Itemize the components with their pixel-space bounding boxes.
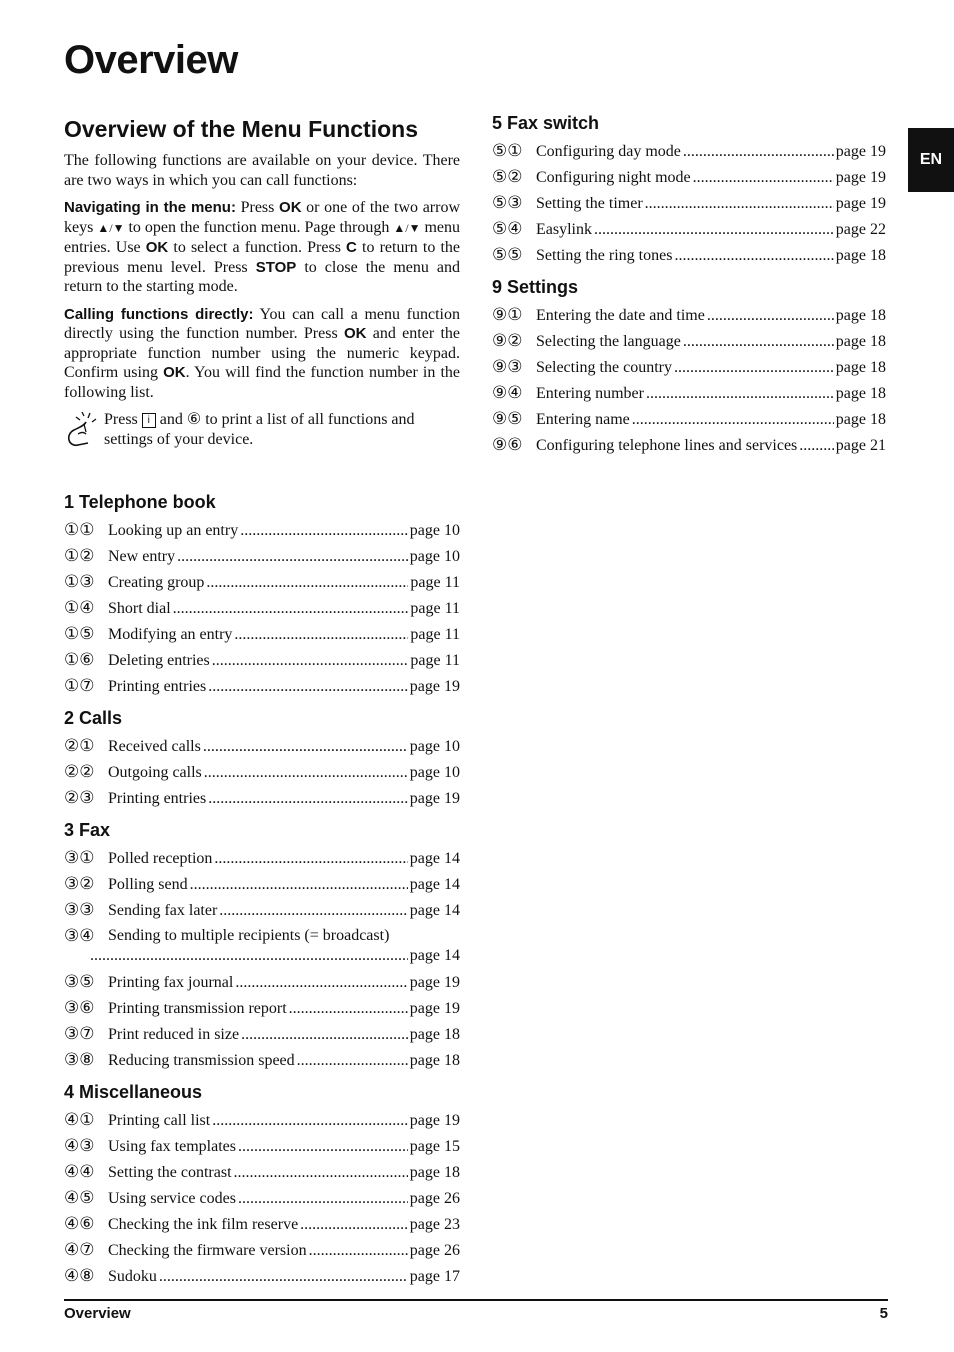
function-label: Checking the firmware version	[108, 1242, 307, 1259]
menu-entry	[64, 647, 460, 673]
tip-text	[104, 410, 460, 453]
page-reference: page 23	[409, 1216, 460, 1233]
leader-dots	[235, 970, 407, 996]
function-number: ①④	[64, 598, 95, 617]
function-number: ③⑤	[64, 972, 95, 991]
page-reference: page 15	[409, 1138, 460, 1155]
function-number: ④⑤	[64, 1188, 95, 1207]
function-label: Configuring night mode	[536, 169, 691, 186]
leader-dots	[206, 570, 408, 596]
function-number: ⑨①	[492, 305, 523, 324]
function-label: Printing fax journal	[108, 974, 234, 991]
page-reference: page 11	[410, 574, 460, 591]
page-reference: page 21	[835, 437, 886, 454]
language-tab: EN	[908, 128, 954, 192]
menu-entry	[492, 432, 886, 458]
function-label: Short dial	[108, 600, 171, 617]
page-reference: page 11	[410, 626, 460, 643]
function-label: Polling send	[108, 876, 188, 893]
menu-entry	[492, 406, 886, 432]
menu-entry	[64, 1185, 460, 1211]
page-reference: page 10	[409, 764, 460, 781]
navigation-lead: Navigating in the menu:	[64, 199, 236, 216]
function-label: Setting the timer	[536, 195, 643, 212]
page-reference: page 18	[835, 307, 886, 324]
page-reference: page 18	[835, 247, 886, 264]
text: to return to the previous menu level. Press	[64, 239, 460, 276]
leader-dots	[289, 996, 408, 1022]
menu-groups-right	[492, 112, 886, 458]
page-reference: page 11	[410, 652, 460, 669]
function-number: ③③	[64, 900, 95, 919]
leader-dots	[683, 139, 834, 165]
page-reference: page 18	[835, 385, 886, 402]
page-reference: page 19	[409, 1112, 460, 1129]
menu-entry	[64, 845, 460, 871]
leader-dots	[238, 1134, 408, 1160]
menu-group	[64, 707, 460, 811]
menu-group	[492, 276, 886, 458]
text: You can call a menu function directly using the function number. Press	[64, 305, 460, 342]
leader-dots	[219, 898, 408, 924]
menu-group	[64, 491, 460, 699]
function-label: Setting the contrast	[108, 1164, 232, 1181]
text: and enter the appropriate function number using the numeric keypad. Confirm using	[64, 325, 461, 381]
menu-entry	[64, 1133, 460, 1159]
page-reference: page 14	[409, 876, 460, 893]
page-reference: page 18	[835, 411, 886, 428]
leader-dots	[707, 303, 834, 329]
menu-entry	[64, 1237, 460, 1263]
c-key-label: C	[346, 239, 357, 256]
menu-entry	[64, 595, 460, 621]
page-reference: page 14	[409, 902, 460, 919]
leader-dots	[234, 622, 408, 648]
function-number: ①⑦	[64, 676, 95, 695]
function-number: ④①	[64, 1110, 95, 1129]
function-label: Sending fax later	[108, 902, 218, 919]
text: to select a function. Press	[168, 239, 347, 256]
function-label: Printing entries	[108, 790, 207, 807]
menu-entry	[64, 733, 460, 759]
menu-group-title: 2 Calls	[64, 708, 123, 728]
function-number: ①②	[64, 546, 95, 565]
leader-dots	[799, 433, 834, 459]
menu-group	[492, 112, 886, 268]
leader-dots	[646, 381, 834, 407]
page-reference: page 18	[409, 1164, 460, 1181]
direct-call-paragraph	[64, 305, 460, 403]
leader-dots	[214, 846, 407, 872]
left-column	[64, 112, 460, 1297]
menu-entry	[64, 1021, 460, 1047]
menu-entry	[64, 621, 460, 647]
function-number: ⑤⑤	[492, 245, 523, 264]
intro-paragraph: The following functions are available on your device. There are two ways in which you can call functions:	[64, 152, 460, 189]
menu-entry	[64, 673, 460, 699]
function-label: Reducing transmission speed	[108, 1052, 295, 1069]
leader-dots	[203, 734, 408, 760]
function-number: ⑨④	[492, 383, 523, 402]
function-label: Looking up an entry	[108, 522, 239, 539]
page-reference: page 10	[409, 548, 460, 565]
leader-dots	[241, 1022, 408, 1048]
leader-dots	[212, 1108, 408, 1134]
page-reference: page 14	[409, 947, 460, 964]
direct-call-lead: Calling functions directly:	[64, 305, 254, 323]
function-number: ③⑦	[64, 1024, 95, 1043]
page-number: 5	[879, 1305, 888, 1322]
menu-group-title: 1 Telephone book	[64, 492, 216, 512]
page-reference: page 19	[835, 195, 886, 212]
page-reference: page 18	[409, 1026, 460, 1043]
text: . You will find the function number in the following list.	[64, 364, 460, 401]
menu-entry	[492, 190, 886, 216]
function-number: ②③	[64, 788, 95, 807]
page-reference: page 18	[835, 359, 886, 376]
menu-group	[64, 819, 460, 1073]
leader-dots	[674, 243, 833, 269]
menu-entry	[492, 302, 886, 328]
menu-entry	[492, 242, 886, 268]
function-number: ⑤①	[492, 141, 523, 160]
key-number: ⑥	[186, 411, 202, 428]
function-label: Selecting the country	[536, 359, 672, 376]
text: to print a list of all functions and settings of your device.	[104, 411, 415, 448]
function-number: ⑤④	[492, 219, 523, 238]
leader-dots	[309, 1238, 408, 1264]
menu-entry	[64, 897, 460, 923]
function-number: ⑨②	[492, 331, 523, 350]
menu-entry	[492, 138, 886, 164]
function-number: ⑤③	[492, 193, 523, 212]
leader-dots	[240, 518, 408, 544]
footer-section-title: Overview	[64, 1305, 131, 1322]
function-number: ③④	[64, 926, 95, 945]
text: Press	[235, 199, 280, 216]
leader-dots	[190, 872, 408, 898]
menu-entry	[64, 1211, 460, 1237]
page-reference: page 19	[835, 143, 886, 160]
page-reference: page 19	[409, 678, 460, 695]
function-label: Entering number	[536, 385, 644, 402]
function-label: Received calls	[108, 738, 201, 755]
menu-entry	[492, 354, 886, 380]
menu-entry	[492, 216, 886, 242]
function-number: ③①	[64, 848, 95, 867]
page-reference: page 17	[409, 1268, 460, 1285]
function-label: Checking the ink film reserve	[108, 1216, 299, 1233]
menu-entry	[64, 569, 460, 595]
menu-entry	[64, 923, 460, 969]
leader-dots	[297, 1048, 408, 1074]
function-label: Printing call list	[108, 1112, 211, 1129]
page-reference: page 19	[835, 169, 886, 186]
function-number: ③②	[64, 874, 95, 893]
function-label: Sudoku	[108, 1268, 157, 1285]
page-reference: page 22	[835, 221, 886, 238]
text: to close the menu and return to the starting mode.	[64, 258, 461, 295]
function-label: Selecting the language	[536, 333, 681, 350]
function-label: Outgoing calls	[108, 764, 202, 781]
page-reference: page 18	[835, 333, 886, 350]
function-number: ②②	[64, 762, 95, 781]
menu-entry	[64, 1107, 460, 1133]
leader-dots	[594, 217, 834, 243]
leader-dots	[693, 165, 834, 191]
function-number: ⑤②	[492, 167, 523, 186]
navigation-paragraph	[64, 198, 460, 297]
right-column	[492, 112, 886, 466]
page-reference: page 10	[409, 522, 460, 539]
function-label: Printing entries	[108, 678, 207, 695]
menu-group-title: 4 Miscellaneous	[64, 1082, 203, 1102]
arrow-keys-icon: ▲/▼	[393, 220, 421, 235]
menu-entry	[64, 543, 460, 569]
menu-entry	[64, 1263, 460, 1289]
ok-key-label: OK	[279, 199, 302, 216]
leader-dots	[674, 355, 834, 381]
page-reference: page 19	[409, 974, 460, 991]
page-reference: page 26	[409, 1190, 460, 1207]
function-label: Using service codes	[108, 1190, 236, 1207]
function-label: Entering name	[536, 411, 630, 428]
menu-groups-left	[64, 491, 460, 1289]
leader-dots	[683, 329, 834, 355]
leader-dots	[204, 760, 408, 786]
ok-key-label: OK	[145, 239, 169, 256]
page-reference: page 11	[410, 600, 460, 617]
function-number: ①①	[64, 520, 95, 539]
ok-key-label: OK	[343, 325, 367, 342]
section-heading: Overview of the Menu Functions	[64, 116, 418, 142]
leader-dots	[208, 786, 408, 812]
function-number: ③⑧	[64, 1050, 95, 1069]
text: menu entries. Use	[64, 218, 461, 256]
function-label: Sending to multiple recipients (= broadcast)	[108, 927, 390, 944]
menu-entry	[64, 759, 460, 785]
leader-dots	[173, 596, 409, 622]
function-label: Print reduced in size	[108, 1026, 240, 1043]
function-label: Deleting entries	[108, 652, 210, 669]
info-key-icon: i	[142, 413, 156, 428]
function-number: ②①	[64, 736, 95, 755]
menu-group-title: 5 Fax switch	[492, 113, 600, 133]
function-number: ①⑥	[64, 650, 95, 669]
stop-key-label: STOP	[255, 258, 297, 276]
function-label: Polled reception	[108, 850, 213, 867]
function-number: ④③	[64, 1136, 95, 1155]
ok-key-label: OK	[163, 364, 186, 381]
leader-dots	[234, 1160, 408, 1186]
menu-entry	[64, 1047, 460, 1073]
function-label: Entering the date and time	[536, 307, 705, 324]
leader-dots	[159, 1264, 408, 1290]
function-label: Modifying an entry	[108, 626, 233, 643]
page-reference: page 26	[409, 1242, 460, 1259]
leader-dots	[208, 674, 408, 700]
function-number: ③⑥	[64, 998, 95, 1017]
function-number: ⑨⑥	[492, 435, 523, 454]
function-label: Printing transmission report	[108, 1000, 287, 1017]
page-reference: page 10	[409, 738, 460, 755]
page-reference: page 18	[409, 1052, 460, 1069]
menu-entry	[492, 380, 886, 406]
leader-dots	[238, 1186, 408, 1212]
function-number: ①⑤	[64, 624, 95, 643]
leader-dots	[90, 943, 408, 969]
function-label: Creating group	[108, 574, 205, 591]
leader-dots	[645, 191, 834, 217]
text: or one of the two arrow keys	[64, 199, 461, 236]
menu-entry	[492, 164, 886, 190]
menu-entry	[64, 871, 460, 897]
page-title: Overview	[64, 38, 238, 82]
function-label: New entry	[108, 548, 176, 565]
menu-entry	[64, 969, 460, 995]
menu-entry	[64, 785, 460, 811]
function-number: ④⑧	[64, 1266, 95, 1285]
leader-dots	[212, 648, 409, 674]
menu-entry	[492, 328, 886, 354]
function-label: Configuring day mode	[536, 143, 681, 160]
tip-hand-icon	[64, 410, 98, 453]
leader-dots	[177, 544, 408, 570]
text: and	[155, 411, 187, 428]
page-reference: page 19	[409, 1000, 460, 1017]
function-number: ⑨③	[492, 357, 523, 376]
function-number: ④⑥	[64, 1214, 95, 1233]
function-number: ⑨⑤	[492, 409, 523, 428]
function-number: ④⑦	[64, 1240, 95, 1259]
arrow-keys-icon: ▲/▼	[97, 220, 125, 235]
leader-dots	[300, 1212, 408, 1238]
function-label: Easylink	[536, 221, 592, 238]
page-reference: page 14	[409, 850, 460, 867]
function-label: Using fax templates	[108, 1138, 236, 1155]
menu-group-title: 3 Fax	[64, 820, 111, 840]
function-label: Configuring telephone lines and services	[536, 437, 798, 454]
function-label: Setting the ring tones	[536, 247, 673, 264]
leader-dots	[632, 407, 834, 433]
text: Press	[104, 411, 142, 428]
text: to open the function menu. Page through	[124, 218, 394, 236]
page-reference: page 19	[409, 790, 460, 807]
function-number: ④④	[64, 1162, 95, 1181]
menu-group	[64, 1081, 460, 1289]
function-number: ①③	[64, 572, 95, 591]
page-footer	[64, 1299, 888, 1322]
tip-box	[64, 410, 460, 453]
menu-entry	[64, 1159, 460, 1185]
menu-entry	[64, 517, 460, 543]
menu-group-title: 9 Settings	[492, 277, 579, 297]
menu-entry	[64, 995, 460, 1021]
